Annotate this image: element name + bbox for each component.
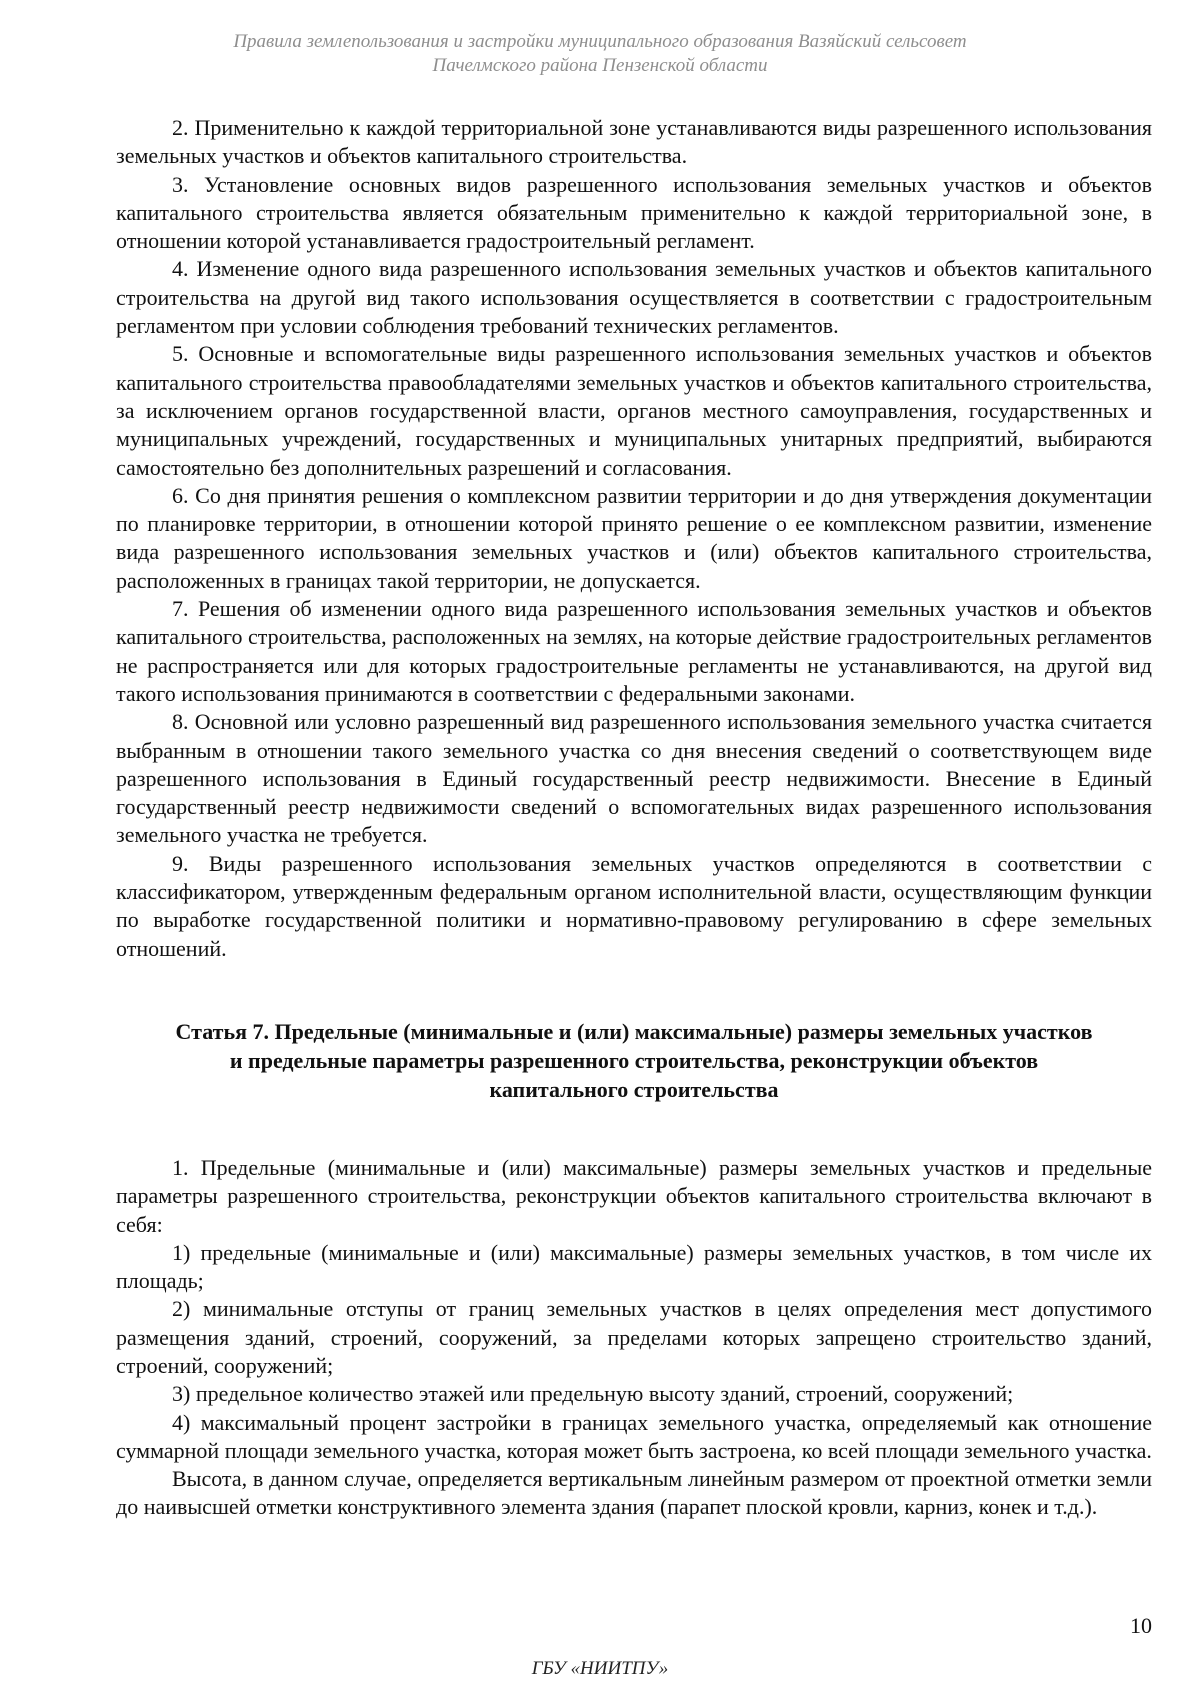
header-line-1: Правила землепользования и застройки муниципального образования Вазяйский сельсовет [233, 31, 967, 52]
article-7-heading [116, 1017, 1152, 1104]
page-number: 10 [1130, 1613, 1152, 1638]
paragraph-5: 5. Основные и вспомогательные виды разрешенного использования земельных участков и объектов капитального строительства правообладателями земельных участков и объектов капитального строительства, за исключением органов государственной власти, органов местного самоуправления, государственных и муниципальных учреждений, государственных и муниципальных унитарных предприятий, выбираются самостоятельно без дополнительных разрешений и согласования. [116, 341, 1152, 480]
paragraph-4: 4. Изменение одного вида разрешенного использования земельных участков и объектов капитального строительства на другой вид такого использования осуществляется в соответствии с градостроительным регламентом при условии соблюдения требований технических регламентов. [116, 256, 1152, 339]
list-item-1: 1) предельные (минимальные и (или) максимальные) размеры земельных участков, в том числе их площадь; [116, 1239, 1152, 1294]
page-footer: ГБУ «НИИТПУ» [531, 1658, 669, 1679]
paragraph-2: 2. Применительно к каждой территориальной зоне устанавливаются виды разрешенного использования земельных участков и объектов капитального строительства. [116, 115, 1152, 169]
document-body [116, 114, 1152, 1522]
heading-line-1: Статья 7. Предельные (минимальные и (или) максимальные) размеры земельных участков [175, 1018, 1093, 1044]
list-item-3: 3) предельное количество этажей или предельную высоту зданий, строений, сооружений; [172, 1381, 1014, 1407]
paragraph-8: 8. Основной или условно разрешенный вид разрешенного использования земельного участка считается выбранным в отношении такого земельного участка со дня внесения сведений о соответствующем виде разрешенного использования в Единый государственный реестр недвижимости. Внесение в Единый государственный реестр недвижимости сведений о вспомогательных видах разрешенного использования земельного участка не требуется. [116, 709, 1152, 848]
heading-line-2: и предельные параметры разрешенного строительства, реконструкции объектов [229, 1047, 1039, 1073]
list-item-4: 4) максимальный процент застройки в границах земельного участка, определяемый как отношение суммарной площади земельного участка, которая может быть застроена, ко всей площади земельного участка. [116, 1409, 1152, 1463]
list-item-2: 2) минимальные отступы от границ земельных участков в целях определения мест допустимого размещения зданий, строений, сооружений, за пределами которых запрещено строительство зданий, строений, сооружений; [116, 1296, 1152, 1378]
paragraph-3: 3. Установление основных видов разрешенного использования земельных участков и объектов капитального строительства является обязательным применительно к каждой территориальной зоне, в отношении которой устанавливается градостроительный регламент. [116, 171, 1152, 254]
page-header [0, 30, 1200, 78]
height-note: Высота, в данном случае, определяется вертикальным линейным размером от проектной отметки земли до наивысшей отметки конструктивного элемента здания (парапет плоской кровли, карниз, конек и т.д.). [116, 1466, 1152, 1520]
article-7-paragraph-1: 1. Предельные (минимальные и (или) максимальные) размеры земельных участков и предельные параметры разрешенного строительства, реконструкции объектов капитального строительства включают в себя: [116, 1154, 1152, 1237]
paragraph-7: 7. Решения об изменении одного вида разрешенного использования земельных участков и объектов капитального строительства, расположенных на землях, на которые действие градостроительных регламентов не распространяется или для которых градостроительные регламенты не устанавливаются, на другой вид такого использования принимаются в соответствии с федеральными законами. [116, 596, 1152, 706]
header-line-2: Пачелмского района Пензенской области [432, 55, 768, 76]
paragraph-9: 9. Виды разрешенного использования земельных участков определяются в соответствии с классификатором, утвержденным федеральным органом исполнительной власти, осуществляющим функции по выработке государственной политики и нормативно-правовому регулированию в сфере земельных отношений. [116, 850, 1152, 961]
paragraph-6: 6. Со дня принятия решения о комплексном развитии территории и до дня утверждения документации по планировке территории, в отношении которой принято решение о ее комплексном развитии, изменение вида разрешенного использования земельных участков и (или) объектов капитального строительства, расположенных в границах такой территории, не допускается. [116, 482, 1152, 593]
heading-line-3: капитального строительства [489, 1076, 779, 1102]
